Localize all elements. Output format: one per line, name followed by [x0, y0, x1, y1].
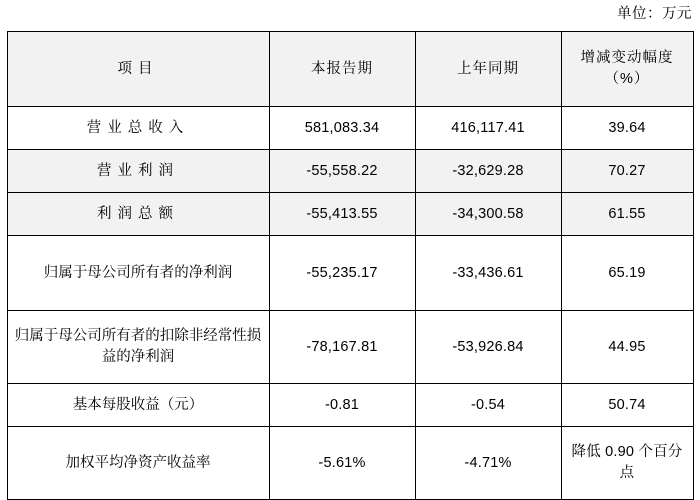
unit-note: 单位：万元 — [617, 6, 692, 22]
table-row — [7, 107, 693, 150]
table-body — [7, 107, 693, 500]
row-current-operating-profit: -55,558.22 — [269, 150, 415, 193]
row-label-weighted-roe: 加权平均净资产收益率 — [7, 427, 269, 500]
table-row — [7, 311, 693, 384]
row-previous-total-profit: -34,300.58 — [415, 193, 561, 236]
column-header-current-period: 本报告期 — [269, 32, 415, 107]
row-change-net-profit-excluding-nonrecurring: 44.95 — [561, 311, 693, 384]
table-row — [7, 427, 693, 500]
row-previous-weighted-roe: -4.71% — [415, 427, 561, 500]
row-label-total-revenue: 营业总收入 — [7, 107, 269, 150]
row-label-basic-eps: 基本每股收益（元） — [7, 384, 269, 427]
row-previous-total-revenue: 416,117.41 — [415, 107, 561, 150]
column-header-item: 项目 — [7, 32, 269, 107]
row-change-operating-profit: 70.27 — [561, 150, 693, 193]
row-previous-net-profit-excluding-nonrecurring: -53,926.84 — [415, 311, 561, 384]
table-header-row — [7, 32, 693, 107]
row-previous-net-profit-attributable: -33,436.61 — [415, 236, 561, 311]
row-current-total-revenue: 581,083.34 — [269, 107, 415, 150]
column-header-previous-period: 上年同期 — [415, 32, 561, 107]
table-row — [7, 193, 693, 236]
row-change-total-profit: 61.55 — [561, 193, 693, 236]
row-current-net-profit-attributable: -55,235.17 — [269, 236, 415, 311]
row-label-net-profit-attributable: 归属于母公司所有者的净利润 — [7, 236, 269, 311]
row-current-weighted-roe: -5.61% — [269, 427, 415, 500]
row-current-net-profit-excluding-nonrecurring: -78,167.81 — [269, 311, 415, 384]
financial-summary-table — [7, 31, 694, 500]
row-label-operating-profit: 营业利润 — [7, 150, 269, 193]
row-change-total-revenue: 39.64 — [561, 107, 693, 150]
row-change-net-profit-attributable: 65.19 — [561, 236, 693, 311]
row-label-net-profit-excluding-nonrecurring: 归属于母公司所有者的扣除非经常性损益的净利润 — [7, 311, 269, 384]
table-row — [7, 236, 693, 311]
column-header-change-rate: 增减变动幅度（%） — [561, 32, 693, 107]
table-row — [7, 150, 693, 193]
row-label-total-profit: 利润总额 — [7, 193, 269, 236]
row-change-weighted-roe: 降低 0.90 个百分点 — [561, 427, 693, 500]
row-current-basic-eps: -0.81 — [269, 384, 415, 427]
table-row — [7, 384, 693, 427]
table-header — [7, 32, 693, 107]
row-previous-basic-eps: -0.54 — [415, 384, 561, 427]
row-change-basic-eps: 50.74 — [561, 384, 693, 427]
row-previous-operating-profit: -32,629.28 — [415, 150, 561, 193]
row-current-total-profit: -55,413.55 — [269, 193, 415, 236]
